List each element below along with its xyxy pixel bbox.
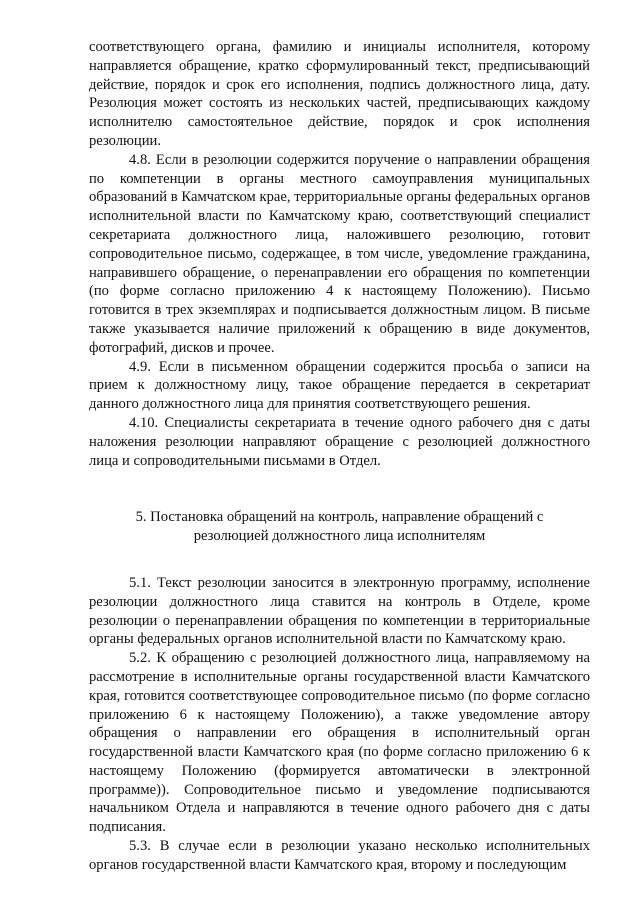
paragraph-5-1: 5.1. Текст резолюции заносится в электронную программу, исполнение резолюции должностного лица ставится на контроль в Отделе, кроме резолюции о перенаправлении обращения по компетенции в территориальные органы федеральных органов исполнительной власти по Камчатскому краю. <box>89 574 590 648</box>
section-heading-line-2: резолюцией должностного лица исполнителям <box>193 528 486 545</box>
paragraph-5-3: 5.3. В случае если в резолюции указано несколько исполнительных органов государственной власти Камчатского края, второму и последующим <box>89 838 590 873</box>
paragraph-4-10: 4.10. Специалисты секретариата в течение одного рабочего дня с даты наложения резолюции направляют обращение с резолюцией должностного лица и сопроводительными письмами в Отдел. <box>89 414 590 469</box>
section-5-heading <box>89 470 590 574</box>
paragraph-4-8: 4.8. Если в резолюции содержится поручение о направлении обращения по компетенции в органы местного самоуправления муниципальных образований в Камчатском крае, территориальные органы федеральных органов исполнительной власти по Камчатскому краю, соответствующий специалист секретариата должностного лица, наложившего резолюцию, готовит сопроводительное письмо, содержащее, в том числе, уведомление гражданина, направившего обращение, о перенаправлении его обращения по компетенции (по форме согласно приложению 4 к настоящему Положению). Письмо готовится в трех экземплярах и подписывается должностным лицом. В письме также указывается наличие приложений к обращению в виде документов, фотографий, дисков и прочее. <box>89 151 590 356</box>
section-heading-line-1: 5. Постановка обращений на контроль, направление обращений с <box>135 509 544 526</box>
paragraph-4-9: 4.9. Если в письменном обращении содержится просьба о записи на прием к должностному лицу, такое обращение передается в секретариат данного должностного лица для принятия соответствующего решения. <box>89 358 590 413</box>
paragraph-5-2: 5.2. К обращению с резолюцией должностного лица, направляемому на рассмотрение в исполнительные органы государственной власти Камчатского края, готовится соответствующее сопроводительное письмо (по форме согласно приложению 6 к настоящему Положению), а также уведомление автору обращения о направлении его обращения в исполнительный орган государственной власти Камчатского края (по форме согласно приложению 6 к настоящему Положению (формируется автоматически в электронной программе)). Сопроводительное письмо и уведомление подписываются начальником Отдела и направляются в течение одного рабочего дня с даты подписания. <box>89 650 590 836</box>
document-page <box>89 38 590 875</box>
paragraph-resolution-contents: соответствующего органа, фамилию и инициалы исполнителя, которому направляется обращение, кратко сформулированный текст, предписывающий действие, порядок и срок его исполнения, подпись должностного лица, дату. Резолюция может состоять из нескольких частей, предписывающих каждому исполнителю самостоятельное действие, порядок и срок исполнения резолюции. <box>89 39 590 149</box>
